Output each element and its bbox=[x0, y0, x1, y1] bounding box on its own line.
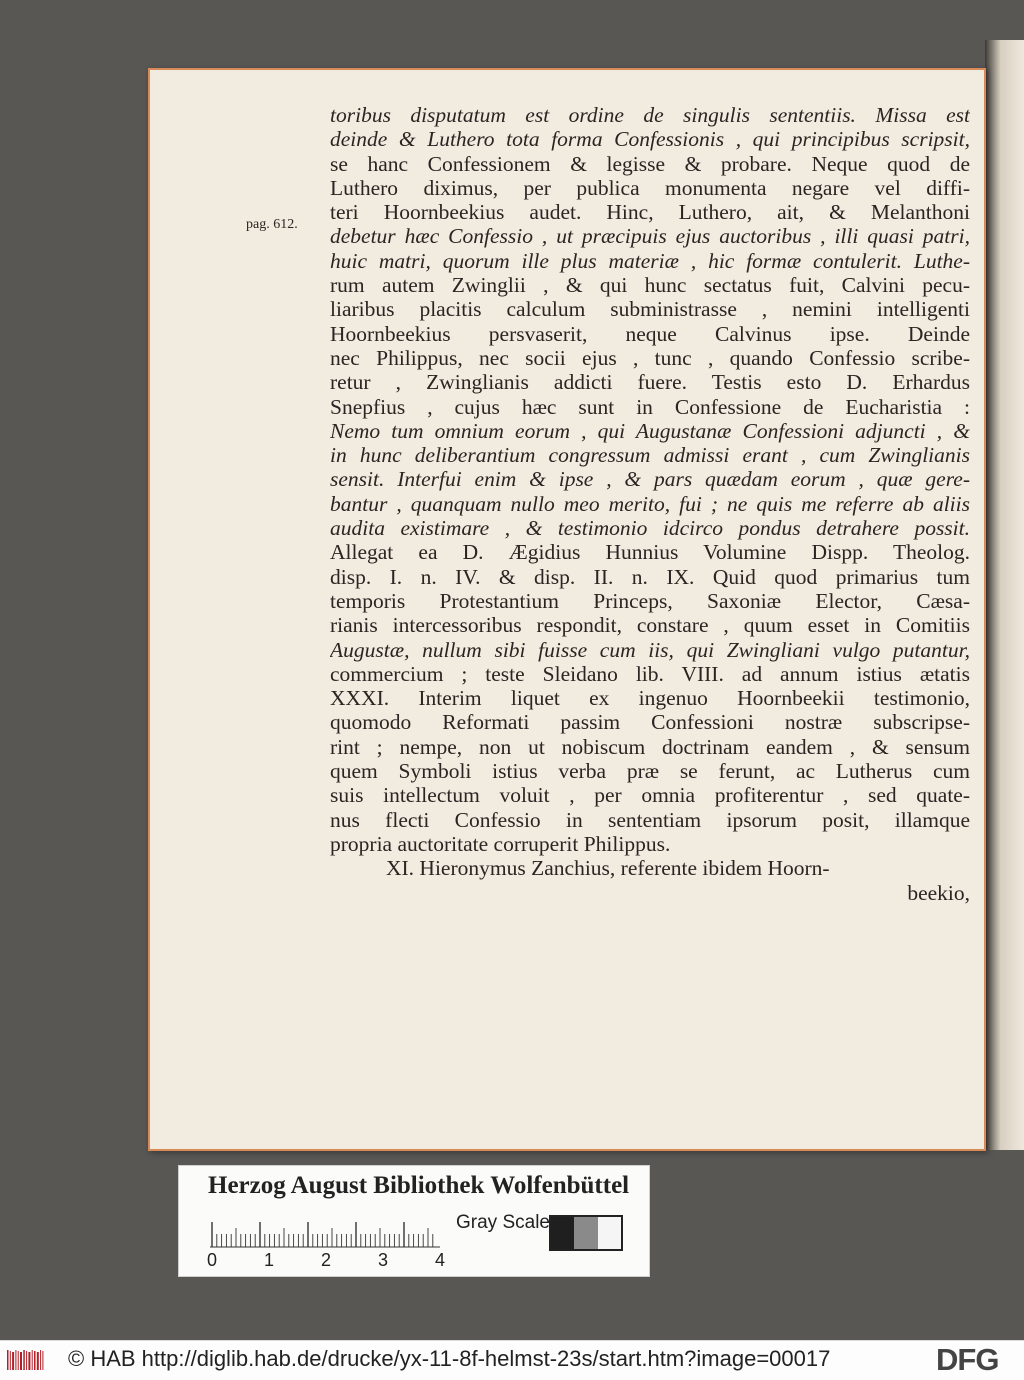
facing-page-edge bbox=[985, 40, 1024, 1150]
page-text bbox=[330, 103, 970, 905]
text-line: retur , Zwinglianis addicti fuere. Testis esto D. Erhardus bbox=[330, 370, 970, 395]
text-line: deinde & Luthero tota forma Confessionis , qui principibus scripsit, bbox=[330, 127, 970, 152]
text-line: nus flecti Confessio in sententiam ipsorum posit, illamque bbox=[330, 807, 970, 832]
text-line: XXXI. Interim liquet ex ingenuo Hoornbeekii testimonio, bbox=[330, 686, 970, 711]
ruler-number: 4 bbox=[435, 1250, 446, 1270]
text-line: liaribus placitis calculum subministrasse , nemini intelligenti bbox=[330, 297, 970, 322]
gray-scale-label: Gray Scale bbox=[456, 1212, 550, 1233]
text-line: bantur , quanquam nullo meo merito, fui ; ne quis me referre ab aliis bbox=[330, 491, 970, 516]
gray-swatch bbox=[574, 1217, 597, 1249]
text-line: quem Symboli istius verba præ se ferunt, ac Lutherus cum bbox=[330, 759, 970, 784]
text-line: huic matri, quorum ille plus materiæ , hic formæ contulerit. Luthe- bbox=[330, 248, 970, 273]
text-line: XI. Hieronymus Zanchius, referente ibidem Hoorn- bbox=[386, 856, 830, 881]
ruler-scale bbox=[210, 1218, 440, 1248]
text-line: beekio, bbox=[907, 880, 970, 905]
text-line: temporis Protestantium Princeps, Saxoniæ Elector, Cæsa- bbox=[330, 588, 970, 613]
text-line: nec Philippus, nec socii ejus , tunc , quando Confessio scribe- bbox=[330, 345, 970, 370]
dfg-logo: DFG bbox=[936, 1342, 999, 1377]
text-line: rint ; nempe, non ut nobiscum doctrinam eandem , & sensum bbox=[330, 734, 970, 759]
ruler-number: 0 bbox=[207, 1250, 218, 1270]
text-line: rum autem Zwinglii , & qui hunc sectatus fuit, Calvini pecu- bbox=[330, 273, 970, 298]
text-line: debetur hæc Confessio , ut præcipuis ejus auctoribus , illi quasi patri, bbox=[330, 224, 970, 249]
ruler-number: 2 bbox=[321, 1250, 332, 1270]
text-line: Hoornbeekius persvaserit, neque Calvinus ipse. Deinde bbox=[330, 321, 970, 346]
text-line: teri Hoornbeekius audet. Hinc, Luthero, ait, & Melanthoni bbox=[330, 200, 970, 225]
text-line: rianis intercessoribus respondit, constare , quum esset in Comitiis bbox=[330, 613, 970, 638]
gray-swatch bbox=[551, 1217, 574, 1249]
text-line: se hanc Confessionem & legisse & probare. Neque quod de bbox=[330, 151, 970, 176]
text-line: Augustæ, nullum sibi fuisse cum iis, qui Zwingliani vulgo putantur, bbox=[330, 637, 970, 662]
library-title: Herzog August Bibliothek Wolfenbüttel bbox=[208, 1172, 630, 1199]
footer-copyright-link[interactable]: © HAB http://diglib.hab.de/drucke/yx-11-8f-helmst-23s/start.htm?image=00017 bbox=[68, 1346, 831, 1371]
ruler-numbers bbox=[204, 1250, 464, 1274]
ruler-number: 3 bbox=[378, 1250, 389, 1270]
ruler-number: 1 bbox=[264, 1250, 275, 1270]
text-line: in hunc deliberantium congressum admissi erant , cum Zwinglianis bbox=[330, 443, 970, 468]
text-line: Snepfius , cujus hæc sunt in Confessione de Eucharistia : bbox=[330, 394, 970, 419]
text-line: toribus disputatum est ordine de singulis sententiis. Missa est bbox=[330, 103, 970, 127]
text-line: Luthero diximus, per publica monumenta negare vel diffi- bbox=[330, 175, 970, 200]
margin-note: pag. 612. bbox=[246, 217, 298, 232]
text-line: propria auctoritate corruperit Philippus. bbox=[330, 831, 671, 856]
gray-scale-swatches bbox=[549, 1215, 623, 1251]
text-line: suis intellectum voluit , per omnia profiterentur , sed quate- bbox=[330, 783, 970, 808]
text-line: disp. I. n. IV. & disp. II. n. IX. Quid quod primarius tum bbox=[330, 564, 970, 589]
text-line: Nemo tum omnium eorum , qui Augustanæ Confessioni adjuncti , & bbox=[330, 418, 970, 443]
text-line: commercium ; teste Sleidano lib. VIII. ad annum istius ætatis bbox=[330, 661, 970, 686]
text-line: audita existimare , & testimonio idcirco pondus detrahere possit. bbox=[330, 516, 970, 541]
text-line: sensit. Interfui enim & ipse , & pars quædam eorum , quæ gere- bbox=[330, 467, 970, 492]
gray-swatch bbox=[598, 1217, 621, 1249]
hab-barcode-logo-icon bbox=[6, 1348, 46, 1372]
text-line: Allegat ea D. Ægidius Hunnius Volumine Dispp. Theolog. bbox=[330, 540, 970, 565]
text-line: quomodo Reformati passim Confessioni nostræ subscripse- bbox=[330, 710, 970, 735]
